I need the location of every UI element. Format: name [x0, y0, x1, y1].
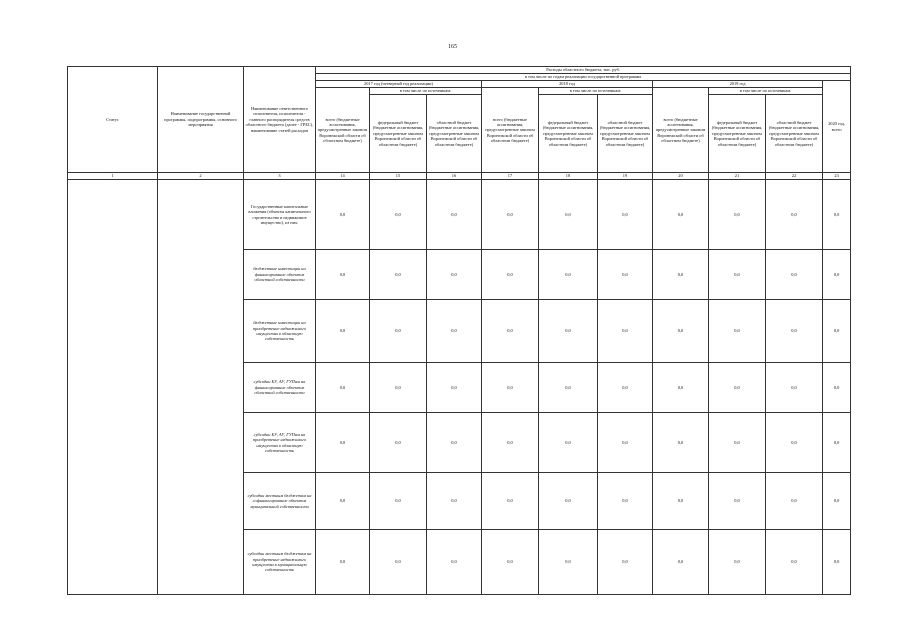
value-cell: 0,0	[766, 413, 823, 473]
value-cell: 0,0	[653, 250, 709, 300]
value-cell: 0,0	[766, 180, 823, 250]
row-label: субсидии местным бюджетам на софинансирование объектов муниципальной собственности	[244, 473, 316, 530]
value-cell: 0,0	[709, 250, 766, 300]
value-cell: 0,0	[539, 363, 598, 413]
header-year-2018: 2018 год	[482, 81, 653, 88]
value-cell: 0,0	[653, 363, 709, 413]
column-number: 23	[823, 173, 851, 180]
value-cell: 0,0	[539, 300, 598, 363]
value-cell: 0,0	[598, 530, 653, 595]
value-cell: 0,0	[539, 530, 598, 595]
value-cell: 0,0	[316, 530, 370, 595]
column-number: 14	[316, 173, 370, 180]
value-cell: 0,0	[482, 250, 539, 300]
column-number: 21	[709, 173, 766, 180]
value-cell: 0,0	[598, 300, 653, 363]
value-cell: 0,0	[598, 363, 653, 413]
header-total-2019: всего (бюджетные ассигнования, предусмотренные законом Воронежской области об областном бюджете)	[653, 88, 709, 173]
value-cell: 0,0	[766, 300, 823, 363]
header-regional-2018: областной бюджет (бюджетные ассигнования, предусмотренные законом Воронежской области об областном бюджете)	[598, 95, 653, 173]
table-row	[68, 180, 851, 250]
value-cell: 0,0	[653, 413, 709, 473]
row-label: субсидии местным бюджетам на приобретение недвижимого имущества в муниципальную собственность	[244, 530, 316, 595]
value-cell: 0,0	[482, 530, 539, 595]
header-sources-2017: в том числе по источникам:	[370, 88, 482, 95]
header-regional-2019: областной бюджет (бюджетные ассигнования, предусмотренные законом Воронежской области об областном бюджете)	[766, 95, 823, 173]
value-cell: 0,0	[823, 300, 851, 363]
value-cell: 0,0	[709, 413, 766, 473]
header-total-2017: всего (бюджетные ассигнования, предусмотренные законом Воронежской области об областном бюджете)	[316, 88, 370, 173]
value-cell: 0,0	[823, 530, 851, 595]
column-number: 16	[427, 173, 482, 180]
value-cell: 0,0	[823, 413, 851, 473]
value-cell: 0,0	[482, 413, 539, 473]
row-label: бюджетные инвестиции на финансирование объектов областной собственности	[244, 250, 316, 300]
value-cell: 0,0	[539, 413, 598, 473]
column-number: 18	[539, 173, 598, 180]
value-cell: 0,0	[823, 250, 851, 300]
value-cell: 0,0	[370, 250, 427, 300]
value-cell: 0,0	[316, 300, 370, 363]
value-cell: 0,0	[482, 180, 539, 250]
value-cell: 0,0	[427, 180, 482, 250]
status-cell	[68, 180, 158, 595]
value-cell: 0,0	[598, 180, 653, 250]
value-cell: 0,0	[370, 530, 427, 595]
value-cell: 0,0	[316, 413, 370, 473]
column-number: 1	[68, 173, 158, 180]
header-total-2018: всего (бюджетные ассигнования, предусмотренные законом Воронежской области об областном бюджете)	[482, 88, 539, 173]
value-cell: 0,0	[823, 473, 851, 530]
value-cell: 0,0	[539, 180, 598, 250]
value-cell: 0,0	[709, 530, 766, 595]
header-year-2017: 2017 год (четвертый год реализации)	[316, 81, 482, 88]
column-number: 2	[158, 173, 244, 180]
value-cell: 0,0	[766, 250, 823, 300]
value-cell: 0,0	[598, 250, 653, 300]
header-program-name: Наименование государственной программы, подпрограммы, основного мероприятия	[158, 67, 244, 173]
value-cell: 0,0	[427, 250, 482, 300]
row-label: субсидии БУ, АУ, ГУПам на финансирование объектов областной собственности	[244, 363, 316, 413]
row-label: субсидии БУ, АУ, ГУПам на приобретение недвижимого имущества в областную собственность	[244, 413, 316, 473]
value-cell: 0,0	[653, 300, 709, 363]
data-body	[68, 180, 851, 595]
column-number: 3	[244, 173, 316, 180]
page-number: 165	[448, 44, 457, 50]
value-cell: 0,0	[482, 300, 539, 363]
header-federal-2018: федеральный бюджет (бюджетные ассигнования, предусмотренные законом Воронежской области об областном бюджете)	[539, 95, 598, 173]
header-by-years: в том числе по годам реализации государственной программы	[316, 74, 851, 81]
value-cell: 0,0	[370, 413, 427, 473]
value-cell: 0,0	[427, 363, 482, 413]
value-cell: 0,0	[709, 300, 766, 363]
header-federal-2017: федеральный бюджет (бюджетные ассигнования, предусмотренные законом Воронежской области об областном бюджете)	[370, 95, 427, 173]
value-cell: 0,0	[709, 363, 766, 413]
column-number: 19	[598, 173, 653, 180]
value-cell: 0,0	[653, 530, 709, 595]
value-cell: 0,0	[482, 473, 539, 530]
row-label: бюджетные инвестиции на приобретение недвижимого имущества в областную собственность	[244, 300, 316, 363]
header-sources-2018: в том числе по источникам:	[539, 88, 653, 95]
value-cell: 0,0	[709, 180, 766, 250]
column-number: 15	[370, 173, 427, 180]
value-cell: 0,0	[370, 180, 427, 250]
value-cell: 0,0	[427, 530, 482, 595]
value-cell: 0,0	[316, 180, 370, 250]
header-year-2019: 2019 год	[653, 81, 823, 88]
value-cell: 0,0	[539, 250, 598, 300]
header-sources-2019: в том числе по источникам:	[709, 88, 823, 95]
header-federal-2019: федеральный бюджет (бюджетные ассигнования, предусмотренные законом Воронежской области об областном бюджете)	[709, 95, 766, 173]
value-cell: 0,0	[766, 530, 823, 595]
header-responsible: Наименование ответственного исполнителя, исполнителя - главного распорядителя средств областного бюджета (далее - ГРБС), наименование статей расходов	[244, 67, 316, 173]
value-cell: 0,0	[823, 180, 851, 250]
column-number: 20	[653, 173, 709, 180]
column-number: 22	[766, 173, 823, 180]
column-number: 17	[482, 173, 539, 180]
value-cell: 0,0	[427, 473, 482, 530]
value-cell: 0,0	[316, 250, 370, 300]
value-cell: 0,0	[482, 363, 539, 413]
value-cell: 0,0	[316, 363, 370, 413]
column-numbers-row	[68, 173, 851, 180]
header-year-2020: 2020 год, всего	[823, 81, 851, 173]
value-cell: 0,0	[653, 180, 709, 250]
value-cell: 0,0	[539, 473, 598, 530]
value-cell: 0,0	[370, 363, 427, 413]
header-expenses: Расходы областного бюджета, тыс. руб.	[316, 67, 851, 74]
value-cell: 0,0	[427, 413, 482, 473]
value-cell: 0,0	[766, 473, 823, 530]
value-cell: 0,0	[766, 363, 823, 413]
value-cell: 0,0	[598, 413, 653, 473]
row-label: Государственные капитальные вложения (объекты капитального строительства и недвижимое имущество), из них:	[244, 180, 316, 250]
value-cell: 0,0	[653, 473, 709, 530]
value-cell: 0,0	[370, 300, 427, 363]
value-cell: 0,0	[316, 473, 370, 530]
value-cell: 0,0	[598, 473, 653, 530]
header-status: Статус	[68, 67, 158, 173]
value-cell: 0,0	[823, 363, 851, 413]
budget-table	[67, 66, 851, 595]
header-row-expenses	[68, 67, 851, 74]
value-cell: 0,0	[370, 473, 427, 530]
header-regional-2017: областной бюджет (бюджетные ассигнования, предусмотренные законом Воронежской области об областном бюджете)	[427, 95, 482, 173]
value-cell: 0,0	[427, 300, 482, 363]
program-cell	[158, 180, 244, 595]
value-cell: 0,0	[709, 473, 766, 530]
